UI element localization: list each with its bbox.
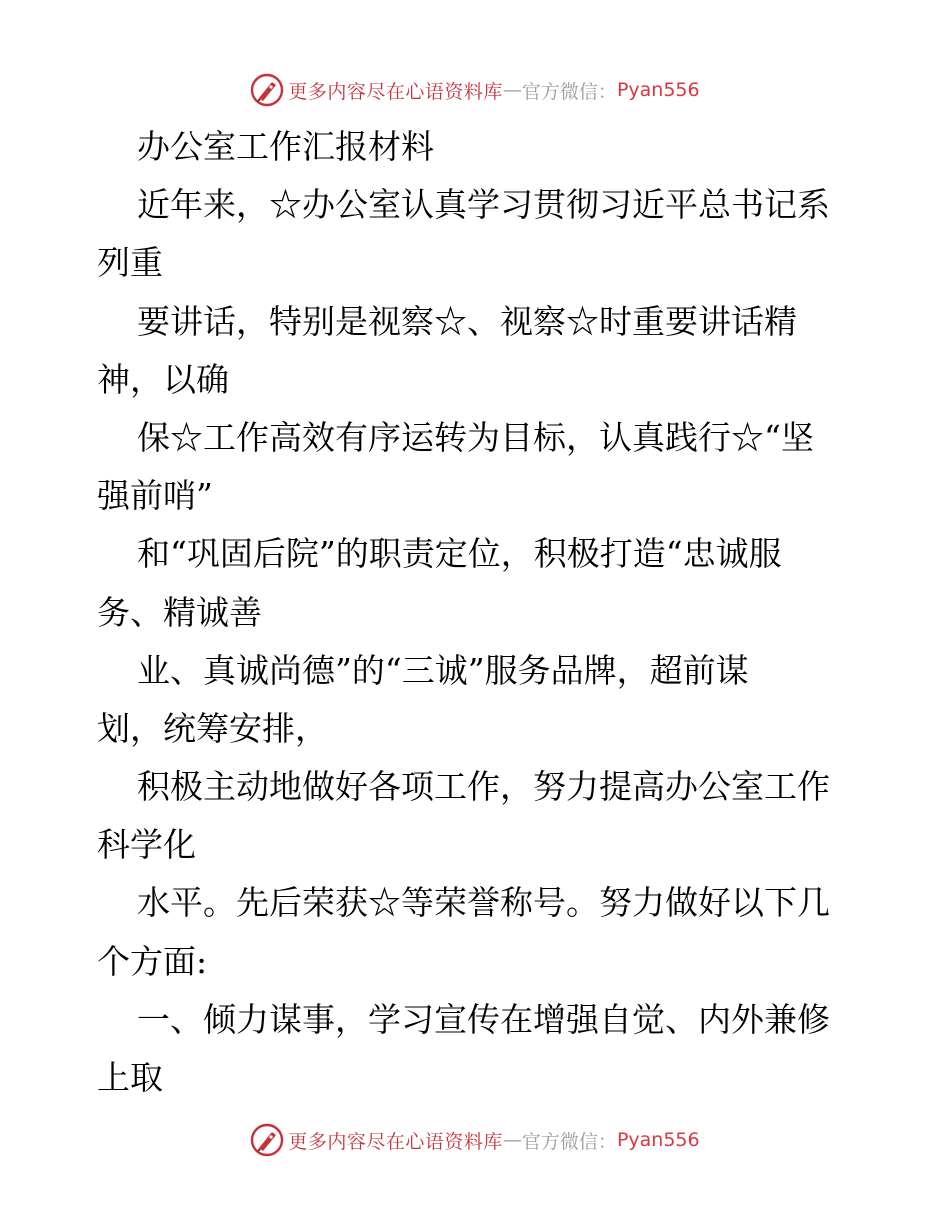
header-banner[interactable] bbox=[0, 70, 950, 110]
document-line: 神，以确 bbox=[97, 359, 229, 399]
document-line: 水平。先后荣获☆等荣誉称号。努力做好以下几 bbox=[137, 883, 830, 923]
document-line: 和“巩固后院”的职责定位，积极打造“忠诚服 bbox=[137, 534, 782, 574]
document-line: 划，统筹安排， bbox=[97, 708, 328, 748]
banner-wechat-id: Pyan556 bbox=[616, 1129, 700, 1151]
banner-separator: — bbox=[502, 79, 522, 101]
document-line: 上取 bbox=[97, 1058, 163, 1097]
footer-banner[interactable] bbox=[0, 1120, 950, 1160]
document-line: 业、真诚尚德”的“三诚”服务品牌，超前谋 bbox=[137, 650, 749, 690]
document-title: 办公室工作汇报材料 bbox=[137, 127, 434, 166]
document-line: 近年来，☆办公室认真学习贯彻习近平总书记系 bbox=[137, 185, 830, 225]
pen-logo-icon bbox=[250, 1123, 284, 1157]
banner-wechat-label: 官方微信： bbox=[521, 80, 617, 103]
document-line: 积极主动地做好各项工作，努力提高办公室工作 bbox=[137, 767, 830, 807]
banner-wechat-id: Pyan556 bbox=[616, 79, 700, 101]
document-line: 务、精诚善 bbox=[97, 592, 262, 632]
document-line: 科学化 bbox=[97, 825, 196, 865]
banner-separator: — bbox=[502, 1129, 522, 1151]
pen-logo-icon bbox=[250, 73, 284, 107]
banner-text: 更多内容尽在心语资料库 bbox=[288, 1130, 503, 1153]
banner-text: 更多内容尽在心语资料库 bbox=[288, 80, 503, 103]
document-line: 强前哨” bbox=[97, 476, 213, 516]
document-line: 列重 bbox=[97, 243, 163, 283]
document-body bbox=[97, 118, 857, 1107]
document-line: 保☆工作高效有序运转为目标，认真践行☆“坚 bbox=[137, 417, 814, 457]
document-line: 一、倾力谋事，学习宣传在增强自觉、内外兼修 bbox=[137, 999, 830, 1039]
document-line: 个方面: bbox=[97, 941, 208, 981]
banner-wechat-label: 官方微信： bbox=[521, 1130, 617, 1153]
document-line: 要讲话，特别是视察☆、视察☆时重要讲话精 bbox=[137, 301, 797, 341]
